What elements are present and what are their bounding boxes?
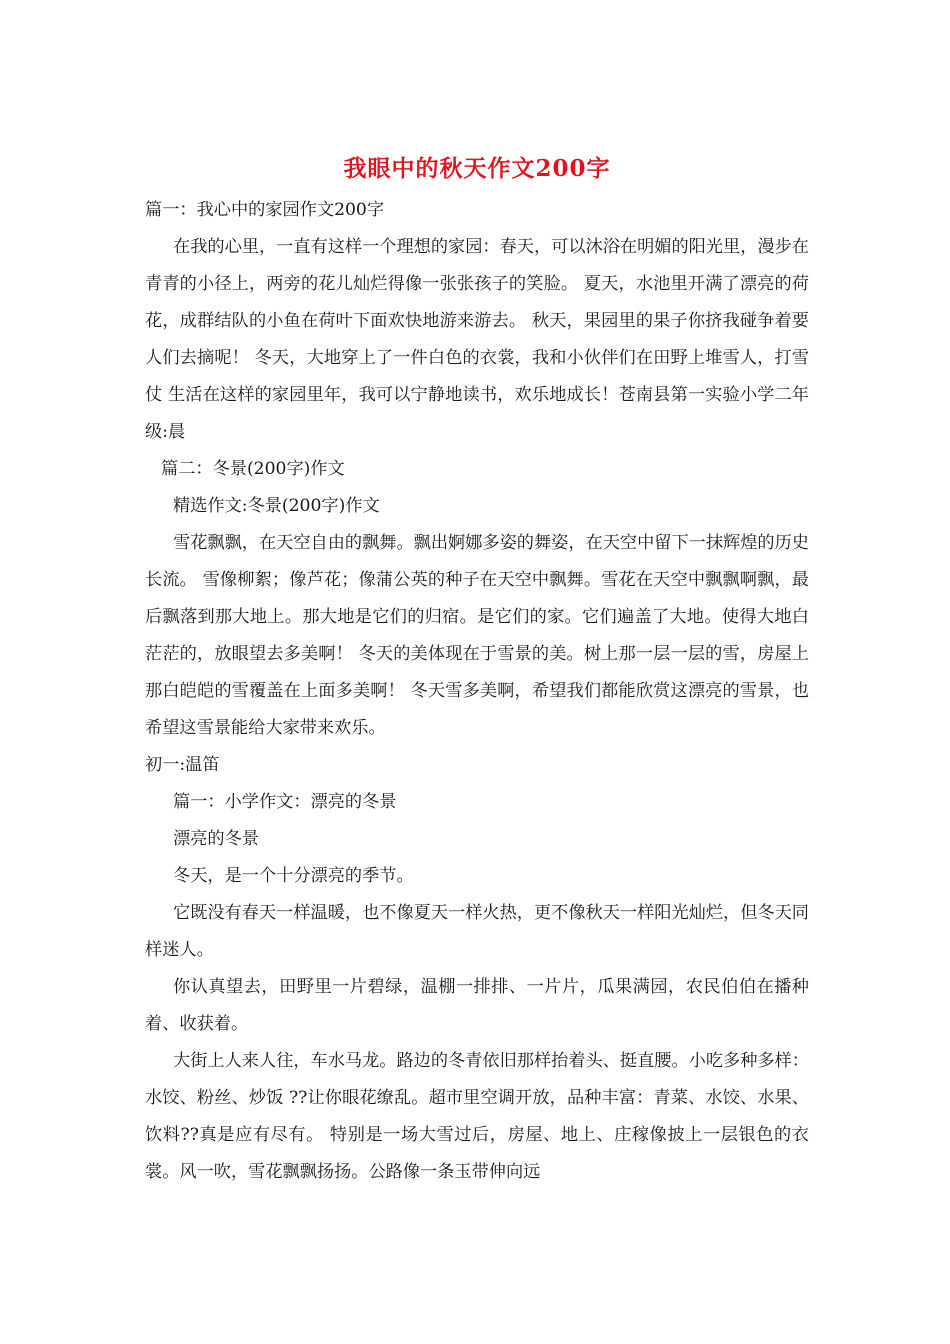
- paragraph: 雪花飘飘，在天空自由的飘舞。飘出婀娜多姿的舞姿，在天空中留下一抹辉煌的历史长流。 雪像柳絮；像芦花；像蒲公英的种子在天空中飘舞。雪花在天空中飘飘啊飘，最后飘落到那大地上。那大地是它们的归宿。是它们的家。它们遍盖了大地。使得大地白茫茫的，放眼望去多美啊！ 冬天的美体现在于雪景的美。树上那一层一层的雪，房屋上那白皑皑的雪覆盖在上面多美啊！ 冬天雪多美啊，希望我们都能欣赏这漂亮的雪景，也希望这雪景能给大家带来欢乐。: [145, 533, 809, 738]
- paragraph: 精选作文:冬景(200字)作文: [173, 496, 380, 516]
- document-title: 我眼中的秋天作文200字: [343, 155, 611, 182]
- paragraph: 篇二：冬景(200字)作文: [161, 459, 345, 479]
- paragraph: 初一:温笛: [145, 755, 220, 775]
- paragraph: 它既没有春天一样温暖，也不像夏天一样火热，更不像秋天一样阳光灿烂，但冬天同样迷人。: [145, 903, 809, 960]
- document-body: [145, 192, 809, 1191]
- paragraph: 篇一：我心中的家园作文200字: [145, 200, 385, 220]
- paragraph: 你认真望去，田野里一片碧绿，温棚一排排、一片片，瓜果满园，农民伯伯在播种着、收获着。: [145, 977, 809, 1034]
- paragraph: 大街上人来人往，车水马龙。路边的冬青依旧那样抬着头、挺直腰。小吃多种多样：水饺、粉丝、炒饭 ??让你眼花缭乱。超市里空调开放，品种丰富：青菜、水饺、水果、饮料??真是应有尽有。 特别是一场大雪过后，房屋、地上、庄稼像披上一层银色的衣裳。风一吹，雪花飘飘扬扬。公路像一条玉带伸向远: [145, 1051, 809, 1182]
- paragraph: 漂亮的冬景: [173, 829, 259, 849]
- paragraph: 冬天，是一个十分漂亮的季节。: [173, 866, 414, 886]
- document-page: [145, 150, 809, 1191]
- paragraph: 篇一：小学作文：漂亮的冬景: [173, 792, 397, 812]
- paragraph: 在我的心里，一直有这样一个理想的家园：春天，可以沐浴在明媚的阳光里，漫步在青青的小径上，两旁的花儿灿烂得像一张张孩子的笑脸。 夏天，水池里开满了漂亮的荷花，成群结队的小鱼在荷叶下面欢快地游来游去。 秋天，果园里的果子你挤我碰争着要人们去摘呢！ 冬天，大地穿上了一件白色的衣裳，我和小伙伴们在田野上堆雪人，打雪仗 生活在这样的家园里年，我可以宁静地读书，欢乐地成长！苍南县第一实验小学二年级:晨: [145, 237, 809, 442]
